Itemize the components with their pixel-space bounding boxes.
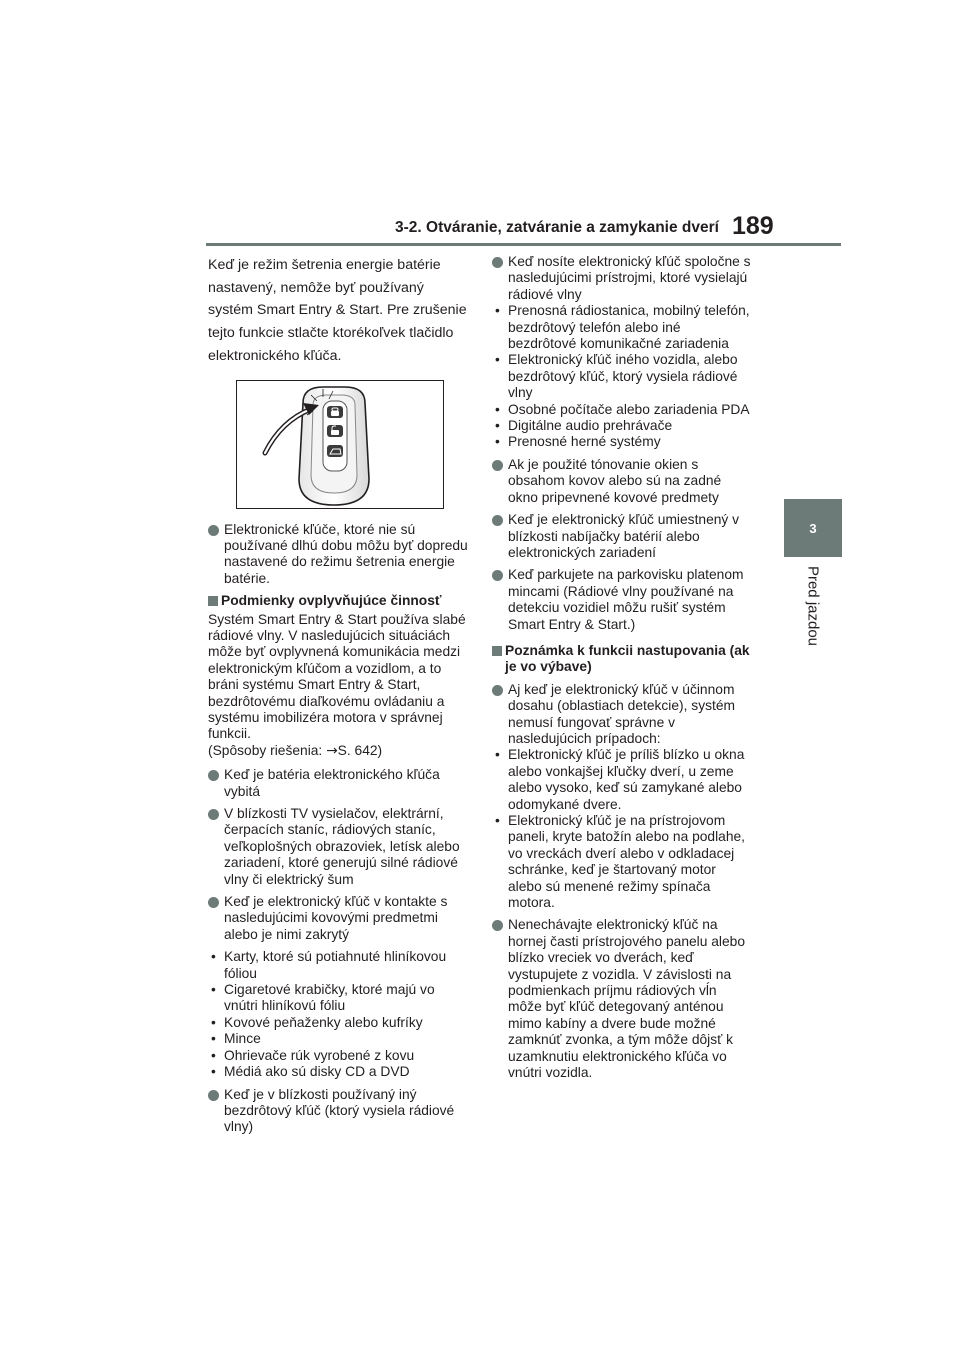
bullet-icon — [492, 515, 503, 526]
square-bullet-icon — [208, 596, 218, 606]
section-title: 3-2. Otváranie, zatváranie a zamykanie dverí — [395, 219, 719, 236]
left-column — [208, 254, 468, 1142]
note-list-item — [208, 522, 468, 588]
solution-prefix: (Spôsoby riešenia: — [208, 742, 327, 758]
sub-list-item: • Elektronický kľúč iného vozidla, alebo bezdrôtový kľúč, ktorý vysiela rádiové vlny — [492, 352, 752, 401]
sub-list-item: • Karty, ktoré sú potiahnuté hliníkovou fóliou — [208, 949, 468, 982]
chapter-number: 3 — [809, 520, 817, 536]
list-item — [208, 1087, 468, 1136]
sub-list-item: • Ohrievače rúk vyrobené z kovu — [208, 1048, 468, 1064]
section-body-text: Systém Smart Entry & Start používa slabé rádiové vlny. V nasledujúcich situáciách môže byť ovplyvnená komunikácia medzi elektronickým kľúčom a vozidlom, a to bráni systému Smart Entry & Start, bezdrôtovému diaľkovému ovládaniu a systému imobilizéra motora v správnej funkcii. — [208, 611, 466, 742]
sub-list-item: • Médiá ako sú disky CD a DVD — [208, 1064, 468, 1080]
intro-paragraph: Keď je režim šetrenia energie batérie nastavený, nemôže byť používaný systém Smart Entry & Start. Pre zrušenie tejto funkcie stlačte ktorékoľvek tlačidlo elektronického kľúča. — [208, 257, 467, 364]
list-item-text: Keď je v blízkosti používaný iný bezdrôtový kľúč (ktorý vysiela rádiové vlny) — [224, 1086, 455, 1135]
sub-list-item: • Elektronický kľúč je príliš blízko u okna alebo vonkajšej kľučky dverí, u zeme alebo vysoko, keď sú zamykané alebo odomykané dvere. — [492, 747, 752, 813]
smart-key-fob-figure — [236, 380, 444, 509]
bullet-icon — [492, 257, 503, 268]
list-item-text: Nenechávajte elektronický kľúč na hornej časti prístrojového panelu alebo blízko vreciek vo dverách, keď vystupujete z vozidla. V závislosti na podmienkach príjmu rádiových vĺn môže byť kľúč detegovaný anténou mimo kabíny a dvere bude možné zamknúť zvonka, a tým môže dôjsť k uzamknutiu elektronického kľúča vo vnútri vozidla. — [508, 917, 745, 1081]
bullet-icon — [208, 1090, 219, 1101]
right-column — [492, 254, 752, 1088]
solution-ref: S. 642) — [337, 742, 383, 758]
list-item — [492, 457, 752, 506]
bullet-icon — [492, 570, 503, 581]
list-item — [208, 894, 468, 943]
square-bullet-icon — [492, 646, 502, 656]
list-item-text: Keď je batéria elektronického kľúča vybitá — [224, 767, 440, 799]
sub-list-item: • Osobné počítače alebo zariadenia PDA — [492, 402, 752, 418]
chapter-label: Pred jazdou — [804, 565, 822, 647]
list-item — [208, 767, 468, 800]
sub-list-item: • Digitálne audio prehrávače — [492, 418, 752, 434]
bullet-icon — [208, 525, 219, 536]
section-body — [208, 612, 468, 760]
sub-list-item: • Kovové peňaženky alebo kufríky — [208, 1015, 468, 1031]
sub-list — [492, 747, 752, 911]
sub-list-item: • Cigaretové krabičky, ktoré majú vo vnútri hliníkovú fóliu — [208, 982, 468, 1015]
bullet-icon — [208, 809, 219, 820]
sub-list-item: • Elektronický kľúč je na prístrojovom paneli, kryte batožín alebo na podlahe, vo vreckách dverí alebo v odkladacej schránke, keď je štartovaný motor alebo sú menené režimy spínača motora. — [492, 813, 752, 911]
chapter-side — [784, 560, 842, 653]
list-item — [208, 806, 468, 888]
list-item-text: Keď parkujete na parkovisku platenom mincami (Rádiové vlny používané na detekciu vozidiel môžu rušiť systém Smart Entry & Start.) — [508, 567, 744, 632]
list-item — [492, 512, 752, 561]
arrow-right-icon: → — [326, 742, 338, 759]
list-item — [492, 917, 752, 1081]
sub-list-item: • Prenosné herné systémy — [492, 434, 752, 450]
bullet-icon — [492, 920, 503, 931]
bullet-icon — [492, 460, 503, 471]
list-item-text: Aj keď je elektronický kľúč v účinnom dosahu (oblastiach detekcie), systém nemusí fungovať správne v nasledujúcich prípadoch: — [508, 681, 735, 746]
page-number: 189 — [732, 212, 774, 240]
list-item — [492, 567, 752, 633]
sub-list-item: • Prenosná rádiostanica, mobilný telefón, bezdrôtový telefón alebo iné bezdrôtové komunikačné zariadenia — [492, 303, 752, 352]
chapter-tab — [784, 499, 842, 557]
list-item — [492, 682, 752, 748]
header-rule — [206, 243, 841, 246]
list-item — [492, 254, 752, 303]
section-heading-text: Podmienky ovplyvňujúce činnosť — [221, 593, 442, 609]
section-heading — [492, 643, 752, 676]
list-item-text: Keď je elektronický kľúč umiestnený v blízkosti nabíjačky batérií alebo elektronických zariadení — [508, 512, 740, 560]
bullet-icon — [492, 685, 503, 696]
list-item-text: Keď nosíte elektronický kľúč spoločne s nasledujúcimi prístrojmi, ktoré vysielajú rádiové vlny — [508, 254, 751, 302]
list-item-text: Ak je použité tónovanie okien s obsahom kovov alebo sú na zadné okno pripevnené kovové predmety — [508, 456, 722, 505]
section-heading-text: Poznámka k funkcii nastupovania (ak je vo výbave) — [505, 642, 750, 675]
sub-list — [492, 303, 752, 451]
bullet-icon — [208, 897, 219, 908]
section-heading — [208, 593, 468, 609]
sub-list — [208, 949, 468, 1080]
bullet-icon — [208, 770, 219, 781]
sub-list-item: • Mince — [208, 1031, 468, 1047]
smart-key-fob-icon — [237, 381, 443, 508]
list-item-text: V blízkosti TV vysielačov, elektrární, čerpacích staníc, rádiových staníc, veľkoplošných obrazoviek, letísk alebo zariadení, ktoré generujú silné rádiové vlny či elektrický šum — [224, 806, 460, 887]
list-item-text: Keď je elektronický kľúč v kontakte s nasledujúcimi kovovými predmetmi alebo je nimi zakrytý — [224, 894, 448, 942]
note-text: Elektronické kľúče, ktoré nie sú používané dlhú dobu môžu byť dopredu nastavené do režimu šetrenia energie batérie. — [224, 521, 468, 586]
